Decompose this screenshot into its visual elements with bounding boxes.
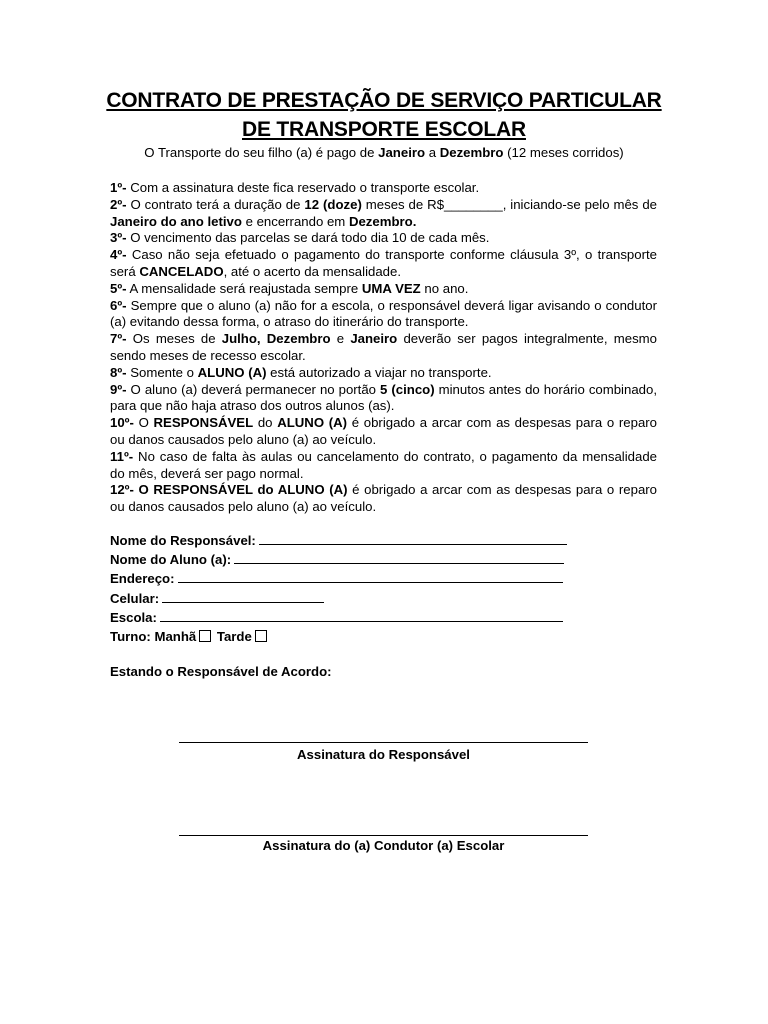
clause-emphasis: Julho, Dezembro [221, 331, 331, 347]
clause-6 [110, 298, 657, 332]
clause-number: 5º- [110, 280, 127, 296]
clause-12 [110, 482, 657, 516]
clause-number: 1º- [110, 180, 127, 195]
clause-emphasis: Janeiro do ano letivo [110, 213, 242, 229]
phone-label: Celular: [110, 590, 160, 606]
school-field [110, 608, 567, 627]
driver-signature-label: Assinatura do (a) Condutor (a) Escolar [262, 838, 505, 853]
clause-text: Somente o [126, 364, 198, 380]
form-fields [110, 531, 567, 646]
student-name-field [110, 550, 567, 569]
clause-text: minutos antes do horário combinado, para que não haja atraso dos outros alunos (as). [110, 381, 657, 414]
responsible-name-field [110, 531, 567, 550]
clause-number: 12º- [110, 482, 134, 498]
contract-title: CONTRATO DE PRESTAÇÃO DE SERVIÇO PARTICULAR DE TRANSPORTE ESCOLAR [106, 89, 662, 141]
clause-text: no ano. [420, 280, 469, 296]
clause-emphasis: RESPONSÁVEL [153, 415, 254, 431]
clause-number: 9º- [110, 381, 127, 397]
clause-text: O [133, 415, 154, 431]
responsible-signature-line[interactable] [179, 742, 588, 743]
clause-emphasis: CANCELADO [139, 263, 224, 279]
clause-number: 7º- [110, 331, 127, 347]
clause-text: é obrigado a arcar com as despesas para o reparo ou danos causados pelo aluno (a) ao veículo. [110, 415, 658, 447]
payment-period-note [60, 144, 708, 162]
clause-text: e [330, 331, 351, 347]
clause-text: Sempre que o aluno (a) não for a escola, o responsável deverá ligar avisando o condutor (a) evitando dessa forma, o atraso do itinerário do transporte. [110, 297, 657, 330]
student-name-label: Nome do Aluno (a): [110, 552, 232, 568]
clause-text: Com a assinatura deste fica reservado o transporte escolar. [126, 180, 480, 195]
clause-emphasis: UMA VEZ [361, 280, 421, 296]
clause-8 [110, 365, 657, 382]
shift-afternoon-checkbox[interactable] [255, 630, 267, 642]
student-name-input-line[interactable] [234, 552, 564, 564]
clause-9 [110, 382, 657, 416]
clause-number: 3º- [110, 230, 127, 246]
clause-4 [110, 247, 657, 281]
school-input-line[interactable] [160, 610, 563, 622]
clause-text: O vencimento das parcelas se dará todo dia 10 de cada mês. [126, 230, 490, 246]
clause-text: O contrato terá a duração de [126, 196, 305, 212]
shift-label: Turno: [110, 629, 151, 645]
address-label: Endereço: [110, 571, 175, 587]
clause-text: e encerrando em [241, 213, 349, 229]
clause-1 [110, 180, 657, 197]
clause-emphasis: 5 (cinco) [380, 381, 435, 397]
clause-text: No caso de falta às aulas ou cancelamento do contrato, o pagamento da mensalidade do mês, deverá ser pago normal. [110, 448, 657, 481]
clause-3 [110, 230, 657, 247]
shift-morning-label: Manhã [154, 629, 197, 645]
phone-input-line[interactable] [162, 591, 324, 603]
clause-number: 8º- [110, 364, 127, 380]
clause-11 [110, 449, 657, 483]
address-field [110, 569, 567, 588]
clause-text: Caso não seja efetuado o pagamento do transporte conforme cláusula 3º, o transporte será [110, 247, 657, 279]
driver-signature-line[interactable] [179, 835, 588, 836]
clause-text: é obrigado a arcar com as despesas para o reparo ou danos causados pelo aluno (a) ao veículo. [110, 482, 657, 515]
clause-5 [110, 281, 657, 298]
clause-number: 6º- [110, 297, 127, 313]
subtitle-prefix: O Transporte do seu filho (a) é pago de [144, 145, 379, 160]
contract-clauses [110, 180, 657, 516]
clause-emphasis: O RESPONSÁVEL do ALUNO (A) [133, 482, 348, 498]
subtitle-start-month: Janeiro [378, 145, 426, 160]
subtitle-suffix: (12 meses corridos) [503, 145, 624, 160]
address-input-line[interactable] [178, 571, 563, 583]
subtitle-end-month: Dezembro [439, 145, 504, 160]
clause-text: Os meses de [126, 331, 222, 347]
school-label: Escola: [110, 609, 157, 625]
clause-7 [110, 331, 657, 365]
clause-emphasis: ALUNO (A) [197, 364, 267, 380]
clause-2 [110, 197, 657, 231]
responsible-name-label: Nome do Responsável: [110, 533, 256, 548]
clause-emphasis: ALUNO (A) [277, 415, 348, 431]
clause-text: meses de R$________, iniciando-se pelo mês de [361, 196, 657, 212]
clause-text: A mensalidade será reajustada sempre [126, 280, 362, 296]
clause-number: 10º- [110, 415, 134, 431]
clause-emphasis: Dezembro. [348, 213, 417, 229]
clause-text: , até o acerto da mensalidade. [223, 263, 402, 279]
clause-10 [110, 415, 657, 449]
responsible-name-input-line[interactable] [259, 533, 567, 545]
responsible-signature-label: Assinatura do Responsável [297, 747, 470, 762]
phone-field [110, 589, 567, 608]
clause-text: está autorizado a viajar no transporte. [266, 364, 492, 380]
clause-emphasis: Janeiro [350, 331, 398, 347]
clause-emphasis: 12 (doze) [304, 196, 362, 212]
clause-text: O aluno (a) deverá permanecer no portão [126, 381, 381, 397]
clause-text: do [253, 415, 278, 431]
shift-afternoon-label: Tarde [216, 629, 252, 645]
clause-text: deverão ser pagos integralmente, mesmo sendo meses de recesso escolar. [110, 331, 657, 363]
subtitle-mid: a [425, 145, 440, 160]
shift-field [110, 627, 567, 646]
shift-morning-checkbox[interactable] [199, 630, 211, 642]
clause-number: 4º- [110, 247, 127, 263]
clause-number: 11º- [110, 448, 134, 464]
clause-number: 2º- [110, 196, 127, 212]
agreement-statement: Estando o Responsável de Acordo: [110, 664, 332, 679]
